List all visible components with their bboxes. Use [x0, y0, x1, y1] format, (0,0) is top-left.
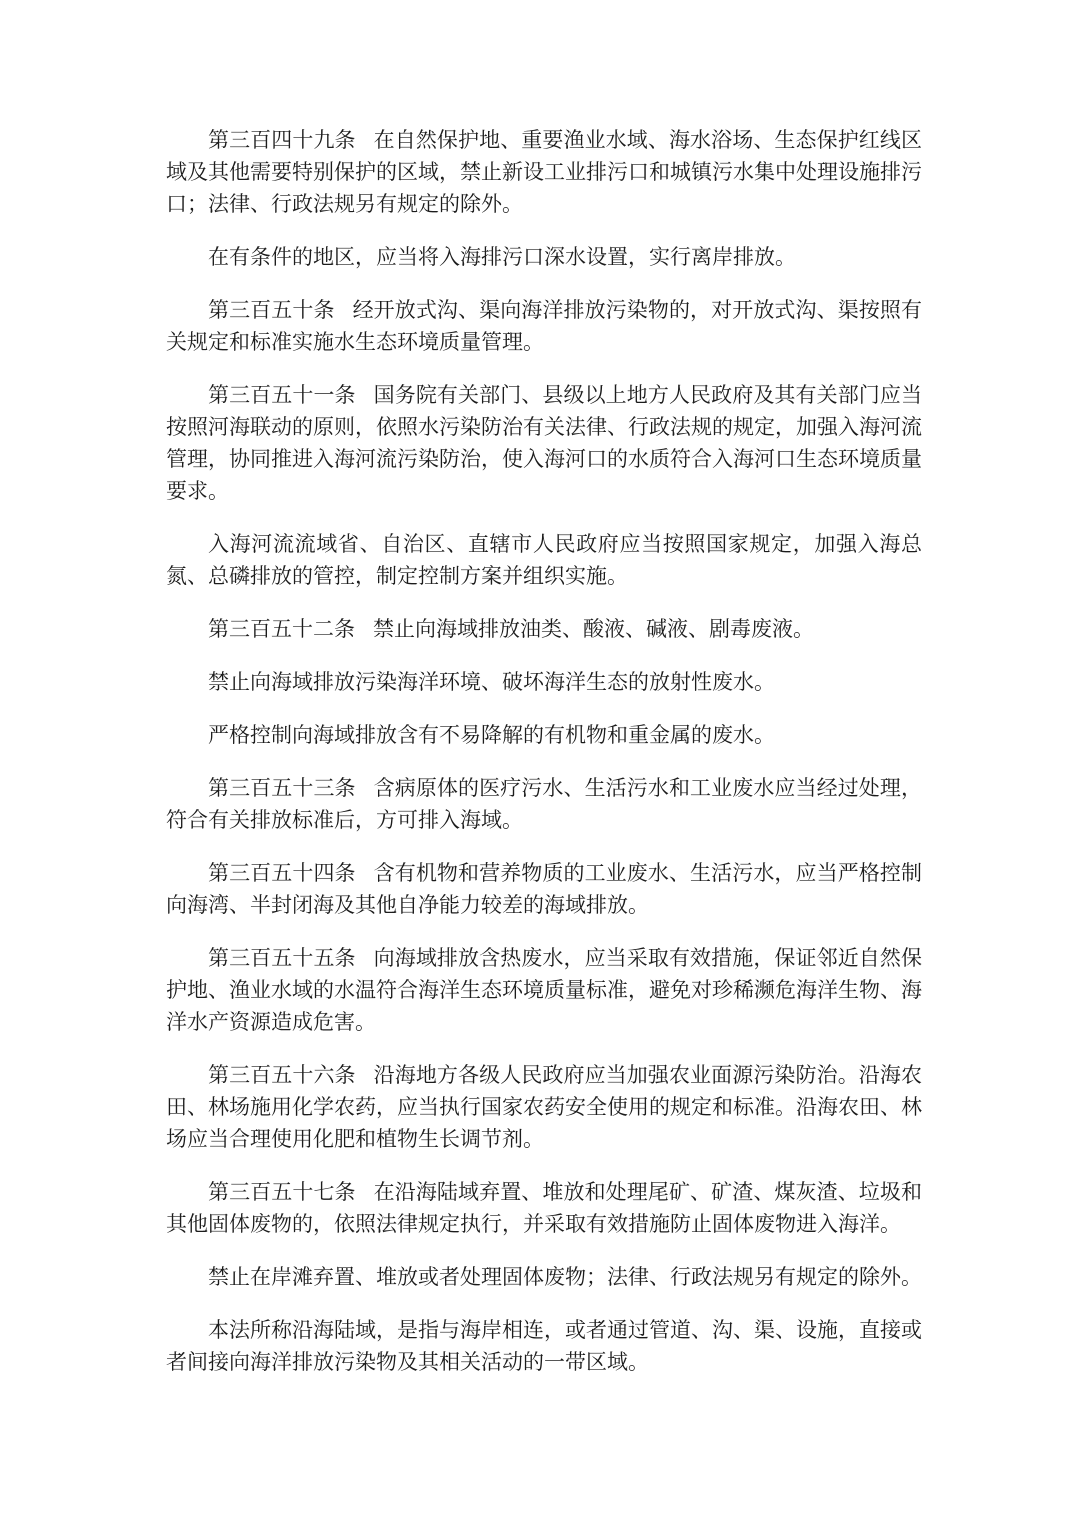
article-number: 第三百五十六条 [208, 1063, 356, 1087]
paragraph-354 [166, 857, 922, 921]
paragraph-text: 国务院有关部门、县级以上地方人民政府及其有关部门应当按照河海联动的原则，依照水污染防治有关法律、行政法规的规定，加强入海河流管理，协同推进入海河流污染防治，使入海河口的水质符合入海河口生态环境质量要求。 [166, 383, 922, 503]
article-number: 第三百五十四条 [208, 861, 356, 885]
paragraph-text: 本法所称沿海陆域，是指与海岸相连，或者通过管道、沟、渠、设施，直接或者间接向海洋排放污染物及其相关活动的一带区域。 [166, 1318, 922, 1374]
paragraph-text: 在有条件的地区，应当将入海排污口深水设置，实行离岸排放。 [208, 245, 796, 269]
article-number: 第三百五十一条 [208, 383, 356, 407]
paragraph-352-2 [166, 666, 922, 698]
paragraph-text: 经开放式沟、渠向海洋排放污染物的，对开放式沟、渠按照有关规定和标准实施水生态环境质量管理。 [166, 298, 922, 354]
paragraph-text: 入海河流流域省、自治区、直辖市人民政府应当按照国家规定，加强入海总氮、总磷排放的管控，制定控制方案并组织实施。 [166, 532, 922, 588]
paragraph-350 [166, 294, 922, 358]
paragraph-353 [166, 772, 922, 836]
paragraph-text: 向海域排放含热废水，应当采取有效措施，保证邻近自然保护地、渔业水域的水温符合海洋生态环境质量标准，避免对珍稀濒危海洋生物、海洋水产资源造成危害。 [166, 946, 922, 1034]
paragraph-text: 沿海地方各级人民政府应当加强农业面源污染防治。沿海农田、林场施用化学农药，应当执行国家农药安全使用的规定和标准。沿海农田、林场应当合理使用化肥和植物生长调节剂。 [166, 1063, 922, 1151]
article-number: 第三百五十条 [208, 298, 335, 322]
paragraph-text: 含有机物和营养物质的工业废水、生活污水，应当严格控制向海湾、半封闭海及其他自净能力较差的海域排放。 [166, 861, 922, 917]
article-number: 第三百五十三条 [208, 776, 356, 800]
paragraph-357-3 [166, 1314, 922, 1378]
paragraph-text: 严格控制向海域排放含有不易降解的有机物和重金属的废水。 [208, 723, 775, 747]
paragraph-text: 在自然保护地、重要渔业水域、海水浴场、生态保护红线区域及其他需要特别保护的区域，禁止新设工业排污口和城镇污水集中处理设施排污口；法律、行政法规另有规定的除外。 [166, 128, 922, 216]
paragraph-text: 禁止向海域排放污染海洋环境、破坏海洋生态的放射性废水。 [208, 670, 775, 694]
paragraph-352-3 [166, 719, 922, 751]
paragraph-357 [166, 1176, 922, 1240]
paragraph-text: 禁止向海域排放油类、酸液、碱液、剧毒废液。 [373, 617, 814, 641]
paragraph-349-2 [166, 241, 922, 273]
paragraph-349 [166, 124, 922, 220]
article-number: 第三百五十七条 [208, 1180, 356, 1204]
paragraph-351-2 [166, 528, 922, 592]
document-page [166, 124, 922, 1399]
paragraph-text: 在沿海陆域弃置、堆放和处理尾矿、矿渣、煤灰渣、垃圾和其他固体废物的，依照法律规定执行，并采取有效措施防止固体废物进入海洋。 [166, 1180, 922, 1236]
paragraph-text: 含病原体的医疗污水、生活污水和工业废水应当经过处理，符合有关排放标准后，方可排入海域。 [166, 776, 922, 832]
paragraph-356 [166, 1059, 922, 1155]
paragraph-357-2 [166, 1261, 922, 1293]
article-number: 第三百四十九条 [208, 128, 356, 152]
paragraph-text: 禁止在岸滩弃置、堆放或者处理固体废物；法律、行政法规另有规定的除外。 [208, 1265, 922, 1289]
article-number: 第三百五十二条 [208, 617, 355, 641]
paragraph-351 [166, 379, 922, 507]
paragraph-352 [166, 613, 922, 645]
article-number: 第三百五十五条 [208, 946, 356, 970]
paragraph-355 [166, 942, 922, 1038]
